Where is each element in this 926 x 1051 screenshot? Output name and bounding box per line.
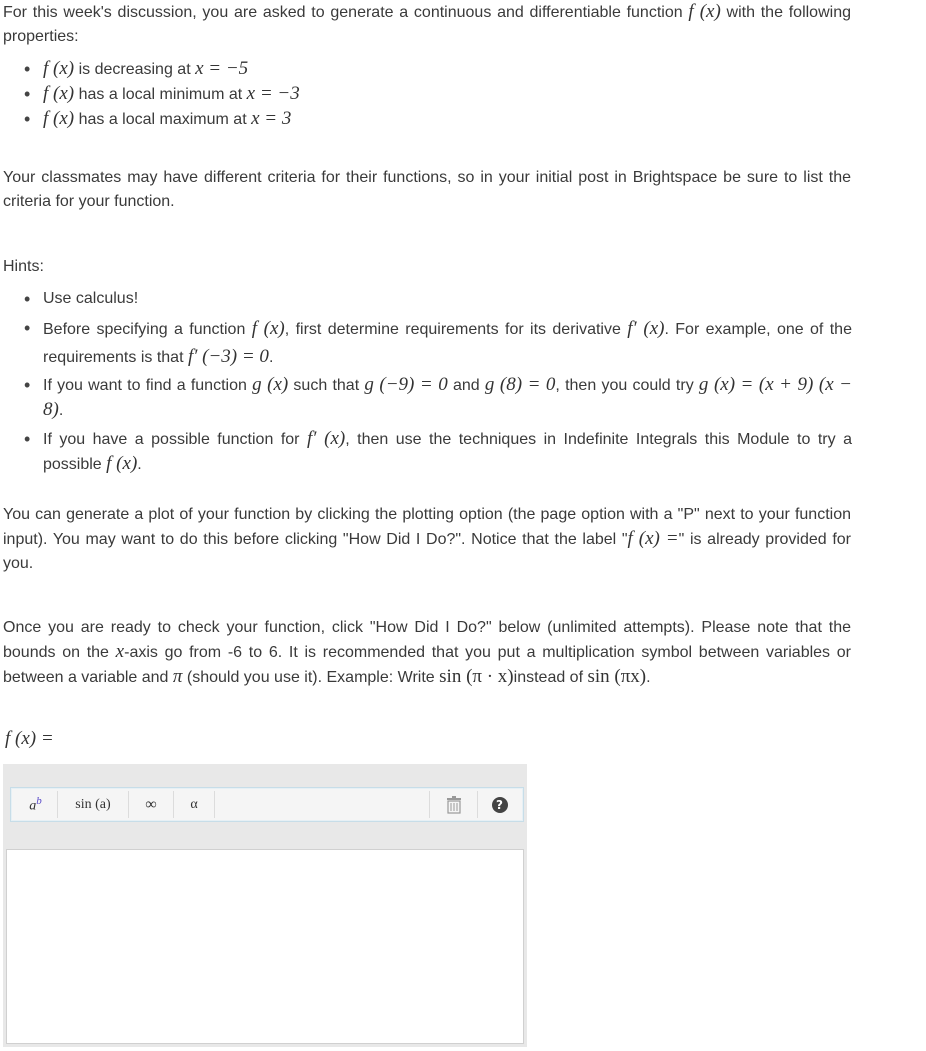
infinity-icon: ∞	[145, 795, 157, 813]
answer-input[interactable]	[6, 849, 524, 1044]
math-fx-label: f (x) =	[627, 528, 679, 549]
paragraph-text: (should you use it). Example: Write	[182, 669, 440, 686]
properties-list	[22, 57, 852, 132]
intro-text: For this week's discussion, you are asked to generate a continuous and differentiable function	[3, 4, 689, 21]
math-condition: x = −3	[246, 83, 300, 104]
keyboard-button[interactable]	[429, 791, 478, 818]
intro-paragraph	[3, 0, 851, 49]
math-pi: π	[172, 666, 183, 687]
trash-icon	[446, 796, 462, 814]
alpha-icon: α	[190, 796, 198, 812]
sin-icon: sin (a)	[75, 796, 111, 812]
power-exponent: b	[36, 794, 42, 807]
power-button[interactable]	[14, 791, 58, 818]
help-icon: ?	[492, 797, 508, 813]
hint-text: .	[58, 402, 64, 419]
hints-label: Hints:	[3, 258, 44, 275]
math-fx: f (x)	[43, 108, 75, 129]
greek-button[interactable]	[174, 791, 215, 818]
math-equation: g (x) = (x + 9) (x − 8)	[43, 374, 852, 420]
hint-text: Before specifying a function	[43, 321, 252, 338]
math-example: sin (πx)	[587, 666, 647, 687]
list-item	[22, 287, 852, 311]
list-item	[22, 373, 852, 423]
check-paragraph	[3, 616, 851, 690]
list-item	[22, 82, 852, 107]
editor-toolbar	[10, 787, 524, 822]
hint-text: Use calculus!	[43, 290, 139, 307]
list-item	[22, 315, 852, 371]
hints-list	[22, 287, 852, 477]
answer-label: f (x) =	[5, 728, 54, 749]
hint-text: , then you could try	[555, 377, 699, 394]
math-equation: f′ (−3) = 0	[187, 346, 269, 367]
paragraph-text: " is already provided for you.	[3, 531, 852, 572]
math-fprime: f′ (x)	[627, 318, 665, 339]
hint-text: and	[447, 377, 485, 394]
power-base: a	[29, 798, 37, 814]
property-text: has a local minimum at	[74, 86, 247, 103]
paragraph-text: Once you are ready to check your function, click "How Did I Do?" below (unlimited attempts). Please note that the bounds on the	[3, 619, 851, 661]
math-fx: f (x)	[688, 1, 721, 22]
paragraph-text: .	[646, 669, 651, 686]
property-text: has a local maximum at	[74, 111, 252, 128]
property-text: is decreasing at	[74, 61, 196, 78]
list-item	[22, 57, 852, 82]
math-fx: f (x)	[43, 83, 75, 104]
sin-button[interactable]	[58, 791, 129, 818]
math-equation: g (8) = 0	[484, 374, 556, 395]
hint-text: . For example, one of the requirements is that	[43, 321, 852, 366]
math-fx: f (x)	[43, 58, 75, 79]
power-icon	[29, 795, 42, 815]
infinity-button[interactable]	[129, 791, 174, 818]
math-condition: x = −5	[195, 58, 249, 79]
paragraph-text: You can generate a plot of your function by clicking the plotting option (the page option with a "P" next to your function input). You may want to do this before clicking "How Did I Do?". Notice that the label "	[3, 506, 851, 548]
hint-text: .	[137, 456, 142, 473]
math-editor	[3, 764, 527, 1047]
math-gx: g (x)	[252, 374, 289, 395]
list-item	[22, 427, 852, 477]
hint-text: , then use the techniques in Indefinite Integrals this Module to try a possible	[43, 431, 852, 473]
plot-paragraph	[3, 503, 851, 576]
paragraph-text: -axis go from -6 to 6. It is recommended that you put a multiplication symbol between variables or between a variable and	[3, 644, 851, 686]
paragraph-text: instead of	[513, 669, 588, 686]
hint-text: .	[268, 349, 274, 366]
hint-text: , first determine requirements for its derivative	[284, 321, 628, 338]
math-fx: f (x)	[251, 318, 285, 339]
math-fx: f (x)	[106, 453, 138, 474]
hint-text: If you have a possible function for	[43, 431, 307, 448]
help-button[interactable]	[477, 791, 522, 818]
criteria-paragraph: Your classmates may have different criteria for their functions, so in your initial post in Brightspace be sure to list the criteria for your function.	[3, 169, 851, 210]
math-equation: g (−9) = 0	[364, 374, 448, 395]
hint-text: such that	[288, 377, 365, 394]
math-condition: x = 3	[251, 108, 292, 129]
list-item	[22, 107, 852, 132]
math-x: x	[115, 641, 125, 662]
hint-text: If you want to find a function	[43, 377, 253, 394]
math-fprime: f′ (x)	[306, 428, 346, 449]
intro-text-end: with the following properties:	[3, 4, 851, 45]
math-example: sin (π · x)	[439, 666, 514, 687]
